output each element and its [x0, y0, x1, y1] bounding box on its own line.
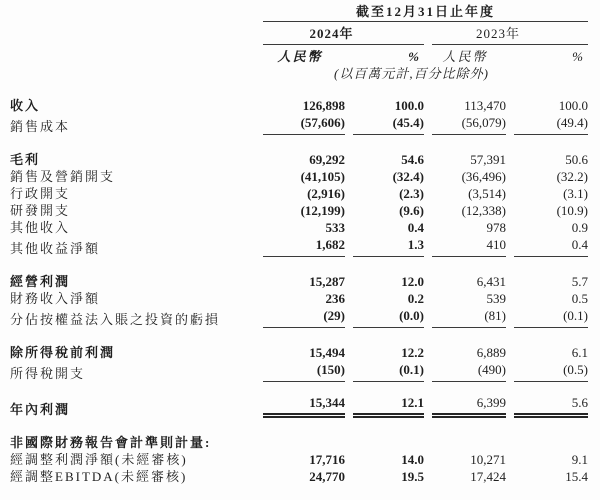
pct-2024: 0.4 [407, 220, 424, 235]
pct-2023: 15.4 [565, 469, 588, 484]
table-row [10, 168, 600, 185]
pct-2023: (49.4) [514, 114, 588, 135]
table-row [10, 344, 600, 361]
table-row [10, 273, 600, 290]
pct-2024: 0.2 [407, 291, 424, 306]
value-2024: (2,916) [307, 186, 345, 201]
value-2023: 113,470 [464, 98, 506, 113]
unit-note: (以百萬元計,百分比除外) [334, 66, 489, 81]
pct-2024: 12.2 [401, 345, 424, 360]
row-label: 年內利潤 [10, 402, 71, 417]
value-2024: (12,199) [300, 203, 345, 218]
value-2023: 410 [432, 236, 506, 257]
value-2023: (3,514) [468, 186, 506, 201]
pct-2023: 50.6 [565, 152, 588, 167]
row-label: 經調整利潤淨額(未經審核) [10, 452, 188, 467]
value-2023: 57,391 [470, 152, 506, 167]
value-2023: 978 [486, 220, 506, 235]
table-row [10, 434, 600, 451]
pct-2023: (0.1) [514, 307, 588, 328]
row-label: 除所得稅前利潤 [10, 345, 116, 360]
pct-2023: 0.5 [571, 291, 588, 306]
row-label: 分佔按權益法入賬之投資的虧損 [10, 312, 221, 327]
value-2024: 15,494 [309, 345, 345, 360]
pct-2024: 12.1 [353, 394, 424, 418]
value-2023: (56,079) [432, 114, 506, 135]
pct-2023: 9.1 [571, 452, 588, 467]
report-header-period [10, 2, 600, 22]
value-2024: 24,770 [309, 469, 345, 484]
row-label: 研發開支 [10, 203, 71, 218]
value-2023: 539 [486, 291, 506, 306]
value-2023: 10,271 [470, 452, 506, 467]
pct-2024: (0.0) [353, 307, 424, 328]
pct-2024: (9.6) [399, 203, 424, 218]
pct-2023: 5.7 [571, 274, 588, 289]
table-row [10, 236, 600, 257]
pct-2023: 5.6 [514, 394, 588, 418]
value-2024: (41,105) [300, 169, 345, 184]
table-row [10, 185, 600, 202]
percent-header-2024: % [408, 49, 419, 64]
pct-2024: (0.1) [353, 361, 424, 382]
value-2023: 6,399 [432, 394, 506, 418]
header-spacer [10, 60, 255, 64]
pct-2024: 54.6 [401, 152, 424, 167]
report-header-years [10, 22, 600, 45]
period-title: 截至12月31日止年度 [263, 2, 588, 22]
value-2024: 1,682 [263, 236, 345, 257]
report-header-note [10, 64, 600, 81]
pct-2024: 14.0 [401, 452, 424, 467]
value-2024: 15,344 [263, 394, 345, 418]
pct-2023: (10.9) [556, 203, 588, 218]
pct-2024: (45.4) [353, 114, 424, 135]
pct-2023: 6.1 [571, 345, 588, 360]
pct-2023: (0.5) [514, 361, 588, 382]
pct-2023: 100.0 [558, 98, 588, 113]
table-row [10, 97, 600, 114]
table-row [10, 468, 600, 485]
value-2024: (150) [263, 361, 345, 382]
row-label: 財務收入淨額 [10, 291, 101, 306]
table-row [10, 451, 600, 468]
pct-2024: 19.5 [401, 469, 424, 484]
value-2024: 15,287 [309, 274, 345, 289]
row-label: 所得稅開支 [10, 366, 86, 381]
row-label: 非國際財務報告會計準則計量: [10, 435, 212, 450]
value-2024: (57,606) [263, 114, 345, 135]
row-label: 其他收入 [10, 220, 71, 235]
report-header-columns [10, 45, 600, 64]
year-2023-header: 2023年 [432, 22, 588, 45]
pct-2024: (2.3) [399, 186, 424, 201]
row-label: 經調整EBITDA(未經審核) [10, 469, 188, 484]
value-2023: 6,889 [476, 345, 506, 360]
table-row [10, 394, 600, 418]
row-label: 毛利 [10, 152, 41, 167]
percent-header-2023: % [572, 49, 583, 64]
row-label: 經營利潤 [10, 274, 71, 289]
row-label: 其他收益淨額 [10, 241, 101, 256]
value-2024: 533 [325, 220, 345, 235]
year-2024-header: 2024年 [263, 22, 424, 45]
table-row [10, 219, 600, 236]
pct-2024: (32.4) [392, 169, 424, 184]
value-2023: 17,424 [470, 469, 506, 484]
row-label: 銷售及營銷開支 [10, 169, 116, 184]
value-2023: (490) [432, 361, 506, 382]
value-2024: 17,716 [309, 452, 345, 467]
pct-2023: (32.2) [556, 169, 588, 184]
value-2023: (12,338) [461, 203, 506, 218]
row-label: 行政開支 [10, 186, 71, 201]
value-2024: (29) [263, 307, 345, 328]
pct-2023: (3.1) [563, 186, 588, 201]
currency-header-2023: 人民幣 [442, 49, 488, 64]
pct-2023: 0.4 [514, 236, 588, 257]
currency-header-2024: 人民幣 [277, 49, 323, 64]
pct-2024: 1.3 [353, 236, 424, 257]
table-row [10, 202, 600, 219]
table-row [10, 361, 600, 382]
row-label: 收入 [10, 98, 41, 113]
value-2024: 236 [325, 291, 345, 306]
table-row [10, 151, 600, 168]
table-row [10, 307, 600, 328]
table-row [10, 290, 600, 307]
row-label: 銷售成本 [10, 119, 71, 134]
value-2024: 126,898 [302, 98, 345, 113]
value-2024: 69,292 [309, 152, 345, 167]
pct-2023: 0.9 [571, 220, 588, 235]
value-2023: (81) [432, 307, 506, 328]
value-2023: 6,431 [476, 274, 506, 289]
pct-2024: 12.0 [401, 274, 424, 289]
table-row [10, 114, 600, 135]
pct-2024: 100.0 [394, 98, 424, 113]
value-2023: (36,496) [461, 169, 506, 184]
